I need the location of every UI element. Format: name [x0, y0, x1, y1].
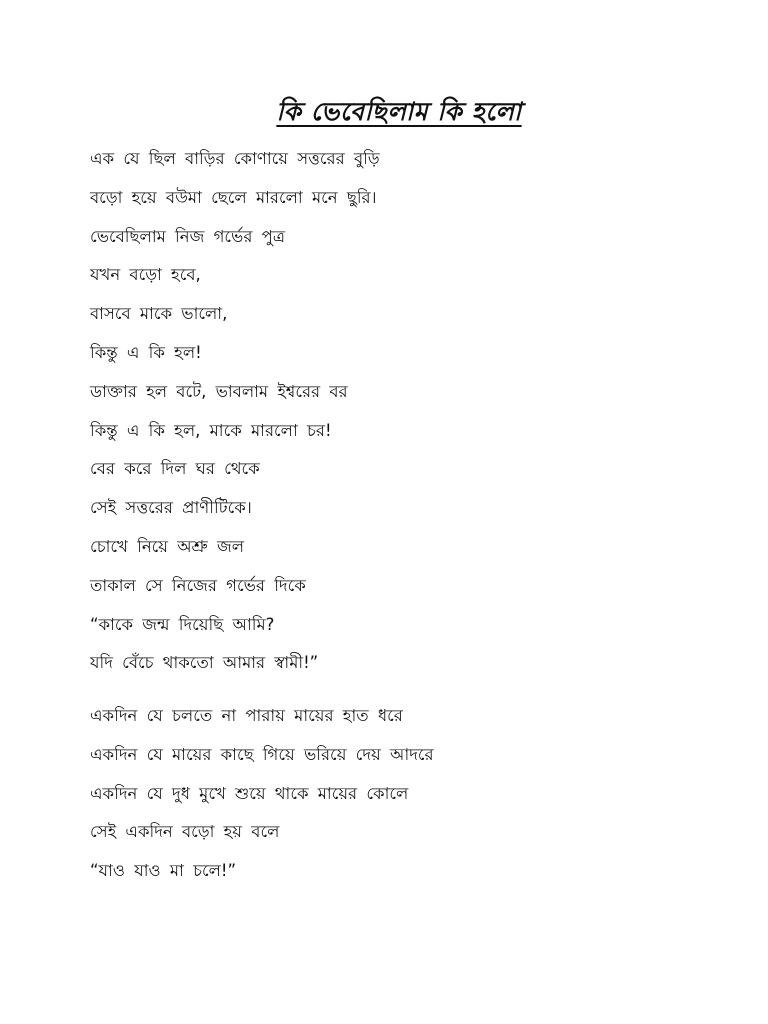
poem-line: চোখে নিয়ে অশ্রু জল: [90, 536, 245, 556]
stanza-2: [90, 697, 434, 891]
poem-line: বের করে দিল ঘর থেকে: [90, 459, 260, 479]
poem-line: বড়ো হয়ে বউমা ছেলে মারলো মনে ছুরি।: [90, 187, 377, 207]
poem-line: একদিন যে দুধ মুখে শুয়ে থাকে মায়ের কোলে: [90, 783, 409, 803]
poem-line: একদিন যে চলতে না পারায় মায়ের হাত ধরে: [90, 706, 403, 725]
poem-line: এক যে ছিল বাড়ির কোণায়ে সত্তরের বুড়ি: [90, 149, 380, 168]
poem-line: কিন্তু এ কি হল!: [90, 342, 202, 362]
poem-line: কিন্তু এ কি হল, মাকে মারলো চর!: [90, 420, 332, 440]
poem-line: বাসবে মাকে ভালো,: [90, 304, 228, 324]
poem-line: ডাক্তার হল বটে, ভাবলাম ইশ্বরের বর: [90, 381, 348, 401]
stanza-1: [90, 140, 380, 683]
poem-line: সেই একদিন বড়ো হয় বলে: [90, 822, 280, 842]
poem-line: তাকাল সে নিজের গর্ভের দিকে: [90, 575, 306, 595]
poem-line: “যাও যাও মা চলে!”: [90, 861, 237, 881]
poem-line: সেই সত্তরের প্রাণীটিকে।: [90, 498, 252, 518]
poem-title: [0, 92, 768, 135]
poem-line: “কাকে জন্ম দিয়েছি আমি?: [90, 614, 275, 634]
poem-line: যখন বড়ো হবে,: [90, 265, 201, 285]
poem-line: যদি বেঁচে থাকতো আমার স্বামী!”: [90, 653, 319, 673]
poem-line: ভেবেছিলাম নিজ গর্ভের পুত্র: [90, 226, 285, 246]
poem-line: একদিন যে মায়ের কাছে গিয়ে ভরিয়ে দেয় আদরে: [90, 744, 434, 764]
poem-title-text: কি ভেবেছিলাম কি হলো: [276, 97, 522, 126]
